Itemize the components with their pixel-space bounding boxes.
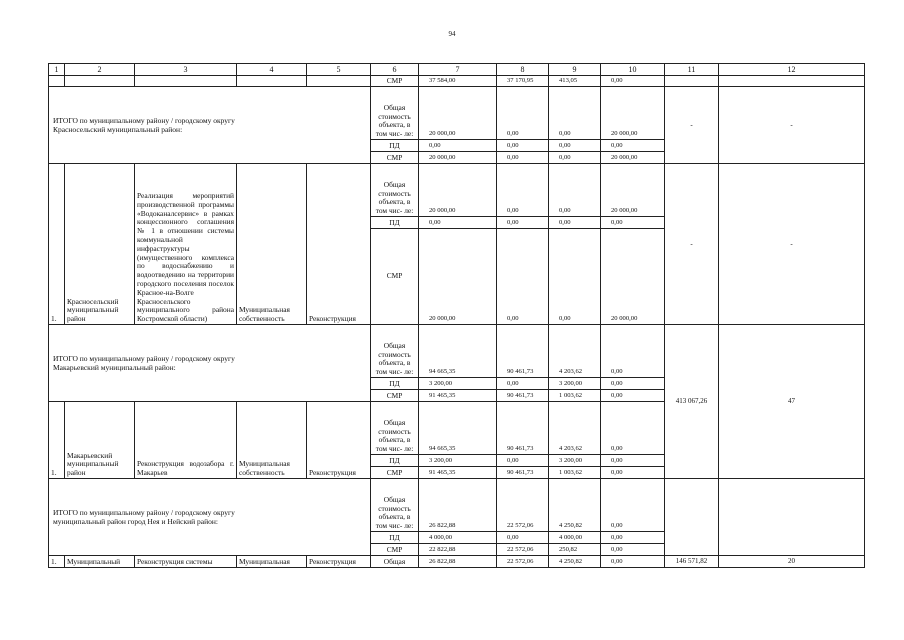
value-cell: 4 203,62 (549, 325, 601, 378)
value-cell: 0,00 (601, 378, 665, 390)
header-cell: 7 (419, 64, 497, 76)
value-cell: 1 003,62 (549, 467, 601, 479)
header-cell: 11 (665, 64, 719, 76)
value-cell: 0,00 (549, 164, 601, 217)
table-row (49, 87, 865, 140)
value-cell: 0,00 (497, 532, 549, 544)
value-cell: 0,00 (601, 217, 665, 229)
value-cell: 20 000,00 (419, 87, 497, 140)
value-cell: 90 461,73 (497, 402, 549, 455)
municipality: Красносельский муниципальный район (65, 164, 135, 325)
table-row (49, 325, 865, 378)
value-cell: 0,00 (601, 325, 665, 378)
value-cell: 20 000,00 (419, 229, 497, 325)
investment-table (48, 63, 865, 568)
value-cell: 3 200,00 (549, 455, 601, 467)
cost-type: ПД (371, 217, 419, 229)
work-type: Реконструкция (307, 556, 371, 568)
value-cell: 20 000,00 (601, 87, 665, 140)
cost-type: Общая стоимость объекта, в том чис- ле: (371, 164, 419, 217)
value-cell: 90 461,73 (497, 467, 549, 479)
project-description: Реконструкция водозабора г. Макарьев (135, 402, 237, 479)
subtotal-label: ИТОГО по муниципальному району / городскому округу муниципальный район город Нея и Нейский район: (49, 479, 371, 556)
value-cell: 3 200,00 (419, 455, 497, 467)
value-cell: 0,00 (419, 140, 497, 152)
cost-type: ПД (371, 455, 419, 467)
value-cell: 0,00 (601, 76, 665, 87)
value-cell: 0,00 (601, 544, 665, 556)
value-cell: 0,00 (601, 467, 665, 479)
page-number: 94 (448, 30, 456, 38)
value-cell: 0,00 (549, 140, 601, 152)
row-number: 1. (49, 164, 65, 325)
value-cell: 0,00 (549, 229, 601, 325)
table-row (49, 164, 865, 217)
value-cell: 22 572,06 (497, 479, 549, 532)
cost-type: СМР (371, 229, 419, 325)
value-cell: 0,00 (497, 164, 549, 217)
value-cell: 20 000,00 (419, 164, 497, 217)
cost-type: ПД (371, 378, 419, 390)
value-cell: 26 822,88 (419, 479, 497, 532)
cost-type: СМР (371, 152, 419, 164)
header-row (49, 64, 865, 76)
value-cell: 26 822,88 (419, 556, 497, 568)
header-cell: 4 (237, 64, 307, 76)
cost-type: СМР (371, 467, 419, 479)
value-cell: 0,00 (601, 402, 665, 455)
value-cell: 4 250,82 (549, 479, 601, 532)
cost-type: Общая стоимость объекта, в том чис- ле: (371, 325, 419, 378)
value-cell: 47 (719, 325, 865, 479)
table-row (49, 479, 865, 532)
value-cell: 22 572,06 (497, 556, 549, 568)
value-cell: 413 067,26 (665, 325, 719, 479)
value-cell: 250,82 (549, 544, 601, 556)
value-cell: 0,00 (497, 152, 549, 164)
project-description: Реконструкция системы (135, 556, 237, 568)
header-cell: 8 (497, 64, 549, 76)
value-cell: 3 200,00 (419, 378, 497, 390)
cost-type: Общая стоимость объекта, в том чис- ле: (371, 479, 419, 532)
value-cell: 0,00 (601, 390, 665, 402)
value-cell: 413,05 (549, 76, 601, 87)
value-cell: 20 000,00 (601, 164, 665, 217)
header-cell: 2 (65, 64, 135, 76)
value-cell: 0,00 (601, 140, 665, 152)
header-cell: 10 (601, 64, 665, 76)
value-cell: 4 250,82 (549, 556, 601, 568)
value-cell: - (719, 87, 865, 164)
cost-type: СМР (371, 76, 419, 87)
value-cell: 37 170,95 (497, 76, 549, 87)
value-cell: 94 665,35 (419, 325, 497, 378)
value-cell: 20 000,00 (601, 229, 665, 325)
value-cell: 20 (719, 556, 865, 568)
value-cell: 0,00 (497, 217, 549, 229)
cost-type: ПД (371, 532, 419, 544)
value-cell: 1 003,62 (549, 390, 601, 402)
value-cell: 146 571,82 (665, 556, 719, 568)
work-type: Реконструкция (307, 164, 371, 325)
value-cell: 90 461,73 (497, 325, 549, 378)
row-number: 1. (49, 402, 65, 479)
cost-type: ПД (371, 140, 419, 152)
value-cell: 0,00 (497, 378, 549, 390)
value-cell: 0,00 (549, 87, 601, 140)
header-cell: 5 (307, 64, 371, 76)
cost-type: СМР (371, 544, 419, 556)
value-cell: 91 465,35 (419, 467, 497, 479)
value-cell: 3 200,00 (549, 378, 601, 390)
value-cell: 20 000,00 (601, 152, 665, 164)
value-cell: - (665, 164, 719, 325)
subtotal-label: ИТОГО по муниципальному району / городскому округу Макарьевский муниципальный район: (49, 325, 371, 402)
value-cell: 4 000,00 (419, 532, 497, 544)
header-cell: 12 (719, 64, 865, 76)
cost-type: Общая стоимость объекта, в том чис- ле: (371, 402, 419, 455)
ownership: Муниципальная собственность (237, 402, 307, 479)
municipality: Макарьевский муниципальный район (65, 402, 135, 479)
value-cell: 0,00 (601, 455, 665, 467)
header-cell: 6 (371, 64, 419, 76)
value-cell: 0,00 (497, 229, 549, 325)
value-cell: 4 000,00 (549, 532, 601, 544)
value-cell: 22 572,06 (497, 544, 549, 556)
value-cell: 0,00 (601, 556, 665, 568)
value-cell: 0,00 (497, 87, 549, 140)
table-row (49, 76, 865, 87)
value-cell: 0,00 (549, 152, 601, 164)
value-cell: 4 203,62 (549, 402, 601, 455)
project-description: Реализация мероприятий производственной программы «Водоканалсервис» в рамках концессионного соглашения № 1 в отношении системы коммунальной инфраструктуры (имущественного комплекса по водоснабжению и водоотведению на территории городского поселения поселок Красное-на-Волге Красносельского муниципального района Костромской области) (135, 164, 237, 325)
municipality: Муниципальный (65, 556, 135, 568)
work-type: Реконструкция (307, 402, 371, 479)
cost-type: СМР (371, 390, 419, 402)
value-cell: - (665, 87, 719, 164)
value-cell: 0,00 (549, 217, 601, 229)
subtotal-label: ИТОГО по муниципальному району / городскому округу Красносельский муниципальный район: (49, 87, 371, 164)
header-cell: 3 (135, 64, 237, 76)
value-cell: 94 665,35 (419, 402, 497, 455)
value-cell: 0,00 (497, 140, 549, 152)
ownership: Муниципальная (237, 556, 307, 568)
value-cell: 0,00 (601, 479, 665, 532)
value-cell: 90 461,73 (497, 390, 549, 402)
row-number: 1. (49, 556, 65, 568)
value-cell: 0,00 (419, 217, 497, 229)
value-cell: 22 822,88 (419, 544, 497, 556)
value-cell: 0,00 (497, 455, 549, 467)
ownership: Муниципальная собственность (237, 164, 307, 325)
value-cell: 20 000,00 (419, 152, 497, 164)
value-cell: - (719, 164, 865, 325)
value-cell: 91 465,35 (419, 390, 497, 402)
cost-type: Общая стоимость объекта, в том чис- ле: (371, 87, 419, 140)
header-cell: 9 (549, 64, 601, 76)
header-cell: 1 (49, 64, 65, 76)
table-row (49, 556, 865, 568)
value-cell: 37 584,00 (419, 76, 497, 87)
cost-type: Общая (371, 556, 419, 568)
value-cell: 0,00 (601, 532, 665, 544)
